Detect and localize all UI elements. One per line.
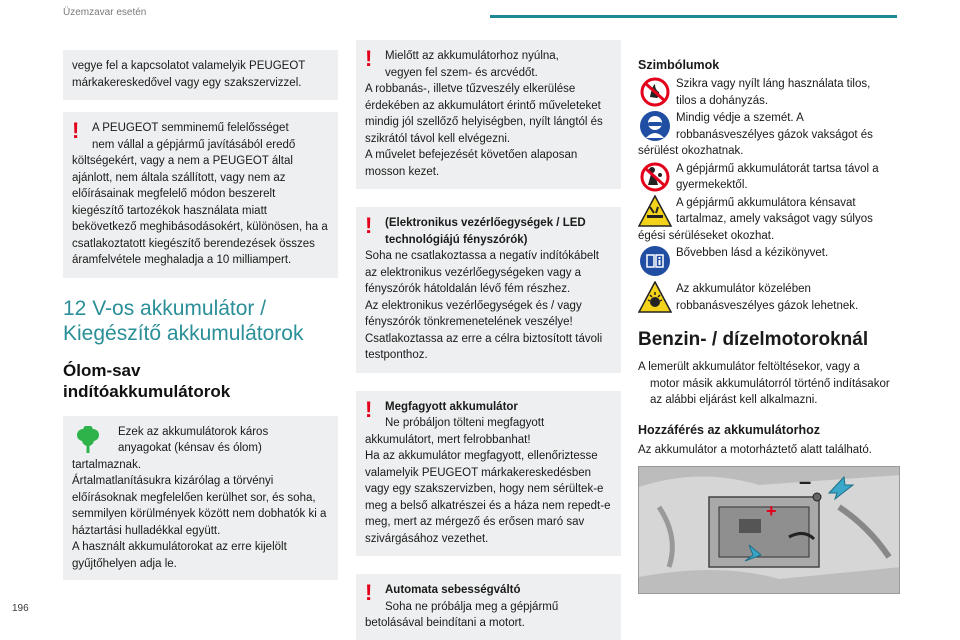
- electronics-line-2: Az elektronikus vezérlőegységek és / vagy fényszórók tönkremenetelének veszélye!: [365, 299, 582, 328]
- warning-box-protection: [356, 40, 621, 189]
- engine-title: Benzin- / dízelmotoroknál: [638, 329, 869, 350]
- symbol-text-2b: robbanásveszélyes gázok vakságot és sérülést okozhatnak.: [638, 128, 873, 157]
- column-3: [638, 40, 900, 594]
- electronics-title-1: (Elektronikus vezérlőegységek / LED: [385, 217, 586, 229]
- symbol-text-6: Az akkumulátor közelében: [676, 283, 811, 295]
- symbol-text-5: Bővebben lásd a kézikönyvet.: [676, 247, 829, 259]
- eye-protection-icon: [638, 110, 672, 142]
- warning-box-liability: [63, 112, 338, 278]
- engine-line-1: A lemerült akkumulátor feltöltésekor, vagy a: [638, 361, 860, 373]
- symbol-row: [638, 245, 900, 275]
- symbol-row: [638, 281, 900, 314]
- header-accent-bar: [490, 15, 897, 18]
- section-title-line-2: Kiegészítő akkumulátorok: [63, 321, 304, 345]
- electronics-line-1: Soha ne csatlakoztassa a negatív indítókábelt az elektronikus vezérlőegységeken vagy a fényszórók hátoldalán lévő fém részhez.: [365, 250, 599, 295]
- warning-line-2: nem vállal a gépjármű javításából eredő költségekért, vagy a nem a PEUGEOT által ajánlott, nem általa szállított, vagy nem az előírásainak megfelelő módon beszerelt kiegészítő tartozékok használata miatt bekövetkező meghibásodásokért, különösen, ha a csatlakoztatott kiegészítő berendezések összes áramfelvétele meghaladja a 10 milliampert.: [72, 138, 328, 266]
- warning-box-automatic: [356, 574, 621, 640]
- frozen-line-1: Ne próbáljon tölteni megfagyott: [385, 417, 545, 429]
- warning-exclamation-icon: !: [365, 580, 373, 605]
- subsection-title-line-2: indítóakkumulátorok: [63, 381, 231, 401]
- column-2: [356, 40, 621, 640]
- read-manual-icon: [638, 245, 672, 277]
- no-flame-no-smoking-icon: [638, 76, 672, 108]
- access-title: Hozzáférés az akkumulátorhoz: [638, 422, 820, 437]
- warning-exclamation-icon: !: [365, 46, 373, 71]
- svg-text:–: –: [799, 469, 812, 494]
- environment-line-3: Ártalmatlanításukra kizárólag a törvényi előírásoknak megfelelően kerülhet sor, és soha, semmilyen körülmények között nem dobhatók ki a háztartási hulladékkal együtt.: [72, 475, 327, 537]
- engine-paragraph: [638, 359, 900, 409]
- electronics-title-2: technológiájú fényszórók): [385, 233, 528, 246]
- electronics-line-3: Csatlakoztassa az erre a célra biztosított távoli testponthoz.: [365, 332, 603, 361]
- explosive-gas-icon: [638, 281, 672, 313]
- environment-tree-icon: [75, 426, 101, 454]
- symbol-text-3: A gépjármű akkumulátorát tartsa távol a: [676, 162, 879, 175]
- battery-location-image: [638, 466, 900, 594]
- access-text: Az akkumulátor a motorháztető alatt található.: [638, 443, 872, 456]
- symbol-text-3b: gyermekektől.: [676, 179, 748, 191]
- protection-line-4: A művelet befejezését követően alaposan mosson kezet.: [365, 149, 578, 178]
- symbol-text-4: A gépjármű akkumulátora kénsavat: [676, 196, 856, 209]
- warning-box-electronics: [356, 207, 621, 373]
- symbol-row: [638, 76, 900, 109]
- automatic-title: Automata sebességváltó: [385, 584, 521, 596]
- environment-box: [63, 416, 338, 581]
- automatic-line-1: Soha ne próbálja meg a gépjármű: [385, 600, 559, 613]
- environment-line-2: anyagokat (kénsav és ólom) tartalmaznak.: [72, 442, 262, 471]
- symbol-text-1: Szikra vagy nyílt láng használata tilos,: [676, 78, 871, 90]
- engine-bay-illustration: [639, 467, 900, 594]
- frozen-title: Megfagyott akkumulátor: [385, 400, 518, 413]
- section-title: [63, 296, 338, 346]
- protection-line-2: vegyen fel szem- és arcvédőt.: [385, 66, 538, 79]
- symbol-text-4b: tartalmaz, amely vakságot vagy súlyos égési sérüléseket okozhat.: [638, 213, 873, 242]
- protection-line-1: Mielőtt az akkumulátorhoz nyúlna,: [385, 50, 559, 62]
- subsection-title-line-1: Ólom-sav: [63, 360, 141, 380]
- frozen-line-2: akkumulátort, mert felrobbanhat!: [365, 433, 531, 446]
- subsection-title: [63, 360, 338, 402]
- warning-line-1: A PEUGEOT semminemű felelősséget: [92, 122, 289, 134]
- symbol-row: [638, 110, 900, 160]
- environment-line-1: Ezek az akkumulátorok káros: [118, 425, 269, 438]
- section-header: Üzemzavar esetén: [63, 7, 147, 18]
- warning-exclamation-icon: !: [365, 213, 373, 238]
- svg-text:+: +: [766, 501, 777, 521]
- symbol-text-2: Mindig védje a szemét. A: [676, 112, 804, 124]
- contact-text: vegye fel a kapcsolatot valamelyik PEUGEOT márkakereskedővel vagy egy szakszervizzel.: [72, 60, 306, 89]
- warning-box-frozen: [356, 391, 621, 557]
- environment-line-4: A használt akkumulátorokat az erre kijelölt gyűjtőhelyen adja le.: [72, 541, 287, 570]
- corrosive-acid-icon: [638, 195, 672, 227]
- page-number: 196: [12, 603, 29, 614]
- symbol-text-1b: tilos a dohányzás.: [676, 94, 769, 107]
- symbol-row: [638, 161, 900, 194]
- column-1: [63, 40, 338, 580]
- info-box-contact: [63, 50, 338, 100]
- warning-exclamation-icon: !: [72, 118, 80, 143]
- symbol-text-6b: robbanásveszélyes gázok lehetnek.: [676, 299, 859, 312]
- frozen-line-3: Ha az akkumulátor megfagyott, ellenőriztesse valamelyik PEUGEOT márkakereskedésben vagy egy szakszervizben, hogy nem sérültek-e meg a belső alkatrészei és a háza nem repedt-e meg, mert az mérgező és erősen maró sav szivárgásához vezethet.: [365, 450, 611, 545]
- symbols-title: Szimbólumok: [638, 58, 720, 72]
- symbol-row: [638, 195, 900, 245]
- protection-line-3: A robbanás-, illetve tűzveszély elkerülése érdekében az akkumulátort érintő műveleteket mindig jól szellőző helyiségben, nyílt lángtól és szikrától távol kell elvégezni.: [365, 83, 603, 145]
- engine-line-2: motor másik akkumulátorról történő indításakor az alábbi eljárást kell alkalmazni.: [650, 377, 890, 406]
- keep-away-children-icon: [638, 161, 672, 193]
- automatic-line-2: betolásával beindítani a motort.: [365, 617, 525, 629]
- warning-exclamation-icon: !: [365, 396, 373, 422]
- section-title-line-1: 12 V-os akkumulátor /: [63, 296, 267, 320]
